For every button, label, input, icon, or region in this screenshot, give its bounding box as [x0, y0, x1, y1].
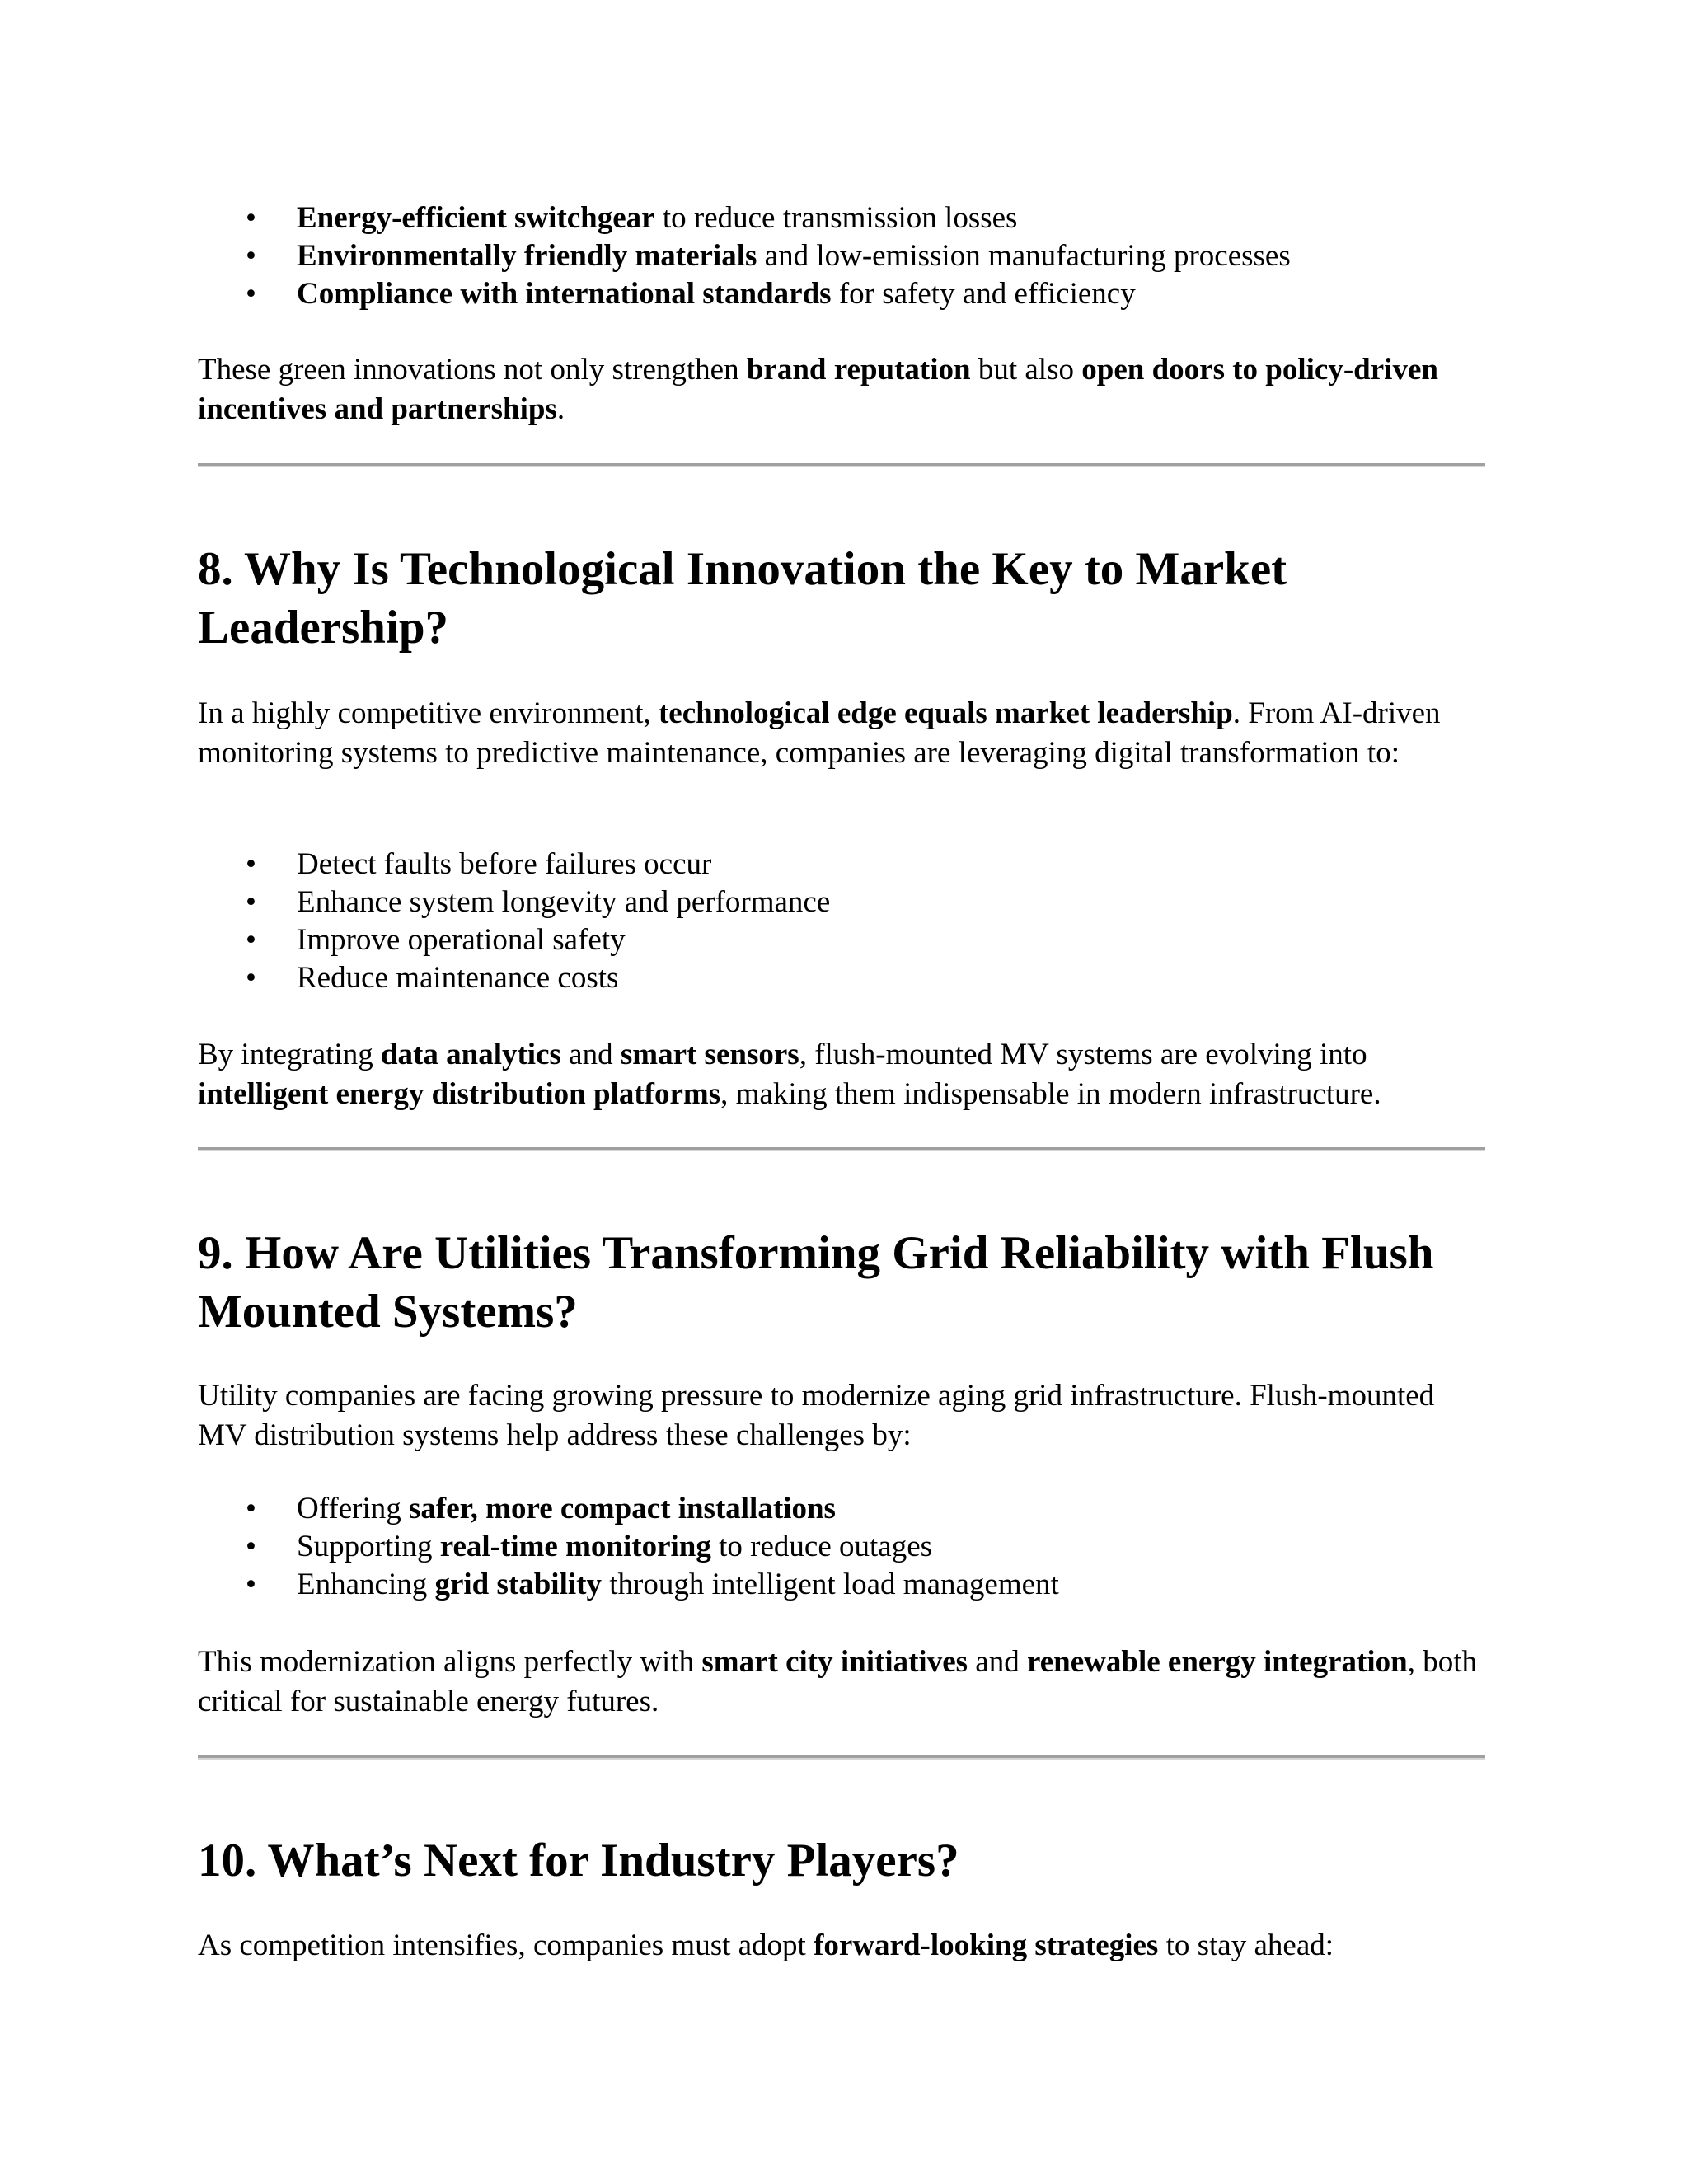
section-10-heading: 10. What’s Next for Industry Players?: [198, 1835, 959, 1886]
section-9-intro: Utility companies are facing growing pressure to modernize aging grid infrastructure. Flush-mounted MV distribution systems help address these challenges by:: [198, 1379, 1435, 1452]
bullet-icon: •: [246, 1492, 256, 1526]
section-9-closing: This modernization aligns perfectly with smart city initiatives and renewable energy integration, both critical for sustainable energy futures.: [198, 1645, 1477, 1718]
green-features-list: [198, 199, 1484, 313]
bullet-icon: •: [246, 277, 256, 311]
bullet-icon: •: [246, 885, 256, 919]
bullet-icon: •: [246, 1530, 256, 1563]
list-item: • Energy-efficient switchgear to reduce transmission losses: [198, 199, 1484, 237]
section-divider: [198, 1755, 1485, 1760]
section-divider: [198, 1147, 1485, 1151]
section-divider: [198, 463, 1485, 467]
list-item: • Supporting real-time monitoring to reduce outages: [198, 1528, 1484, 1566]
list-item: • Environmentally friendly materials and low-emission manufacturing processes: [198, 237, 1484, 275]
section-10-intro: As competition intensifies, companies must adopt forward-looking strategies to stay ahead:: [198, 1929, 1334, 1962]
list-item: • Enhance system longevity and performance: [198, 883, 1484, 921]
section-9-list: [198, 1490, 1484, 1604]
list-item: • Enhancing grid stability through intelligent load management: [198, 1566, 1484, 1604]
list-item: • Compliance with international standards for safety and efficiency: [198, 275, 1484, 313]
section-9-heading: 9. How Are Utilities Transforming Grid Reliability with Flush Mounted Systems?: [198, 1227, 1434, 1338]
bullet-icon: •: [246, 239, 256, 273]
bullet-icon: •: [246, 201, 256, 235]
bullet-icon: •: [246, 847, 256, 881]
section-8-intro: In a highly competitive environment, technological edge equals market leadership. From AI-driven monitoring systems to predictive maintenance, companies are leveraging digital transformation to:: [198, 696, 1441, 770]
bullet-icon: •: [246, 961, 256, 995]
section-8-closing: By integrating data analytics and smart sensors, flush-mounted MV systems are evolving into intelligent energy distribution platforms, making them indispensable in modern infrastructure.: [198, 1038, 1381, 1111]
bullet-icon: •: [246, 1568, 256, 1601]
list-item: • Detect faults before failures occur: [198, 846, 1484, 883]
list-item: • Reduce maintenance costs: [198, 959, 1484, 997]
list-item: • Offering safer, more compact installations: [198, 1490, 1484, 1528]
bullet-icon: •: [246, 923, 256, 957]
section-8-heading: 8. Why Is Technological Innovation the Key to Market Leadership?: [198, 543, 1287, 654]
list-item: • Improve operational safety: [198, 921, 1484, 959]
section-8-list: [198, 846, 1484, 997]
green-innovations-paragraph: These green innovations not only strengthen brand reputation but also open doors to policy-driven incentives and partnerships.: [198, 353, 1438, 426]
